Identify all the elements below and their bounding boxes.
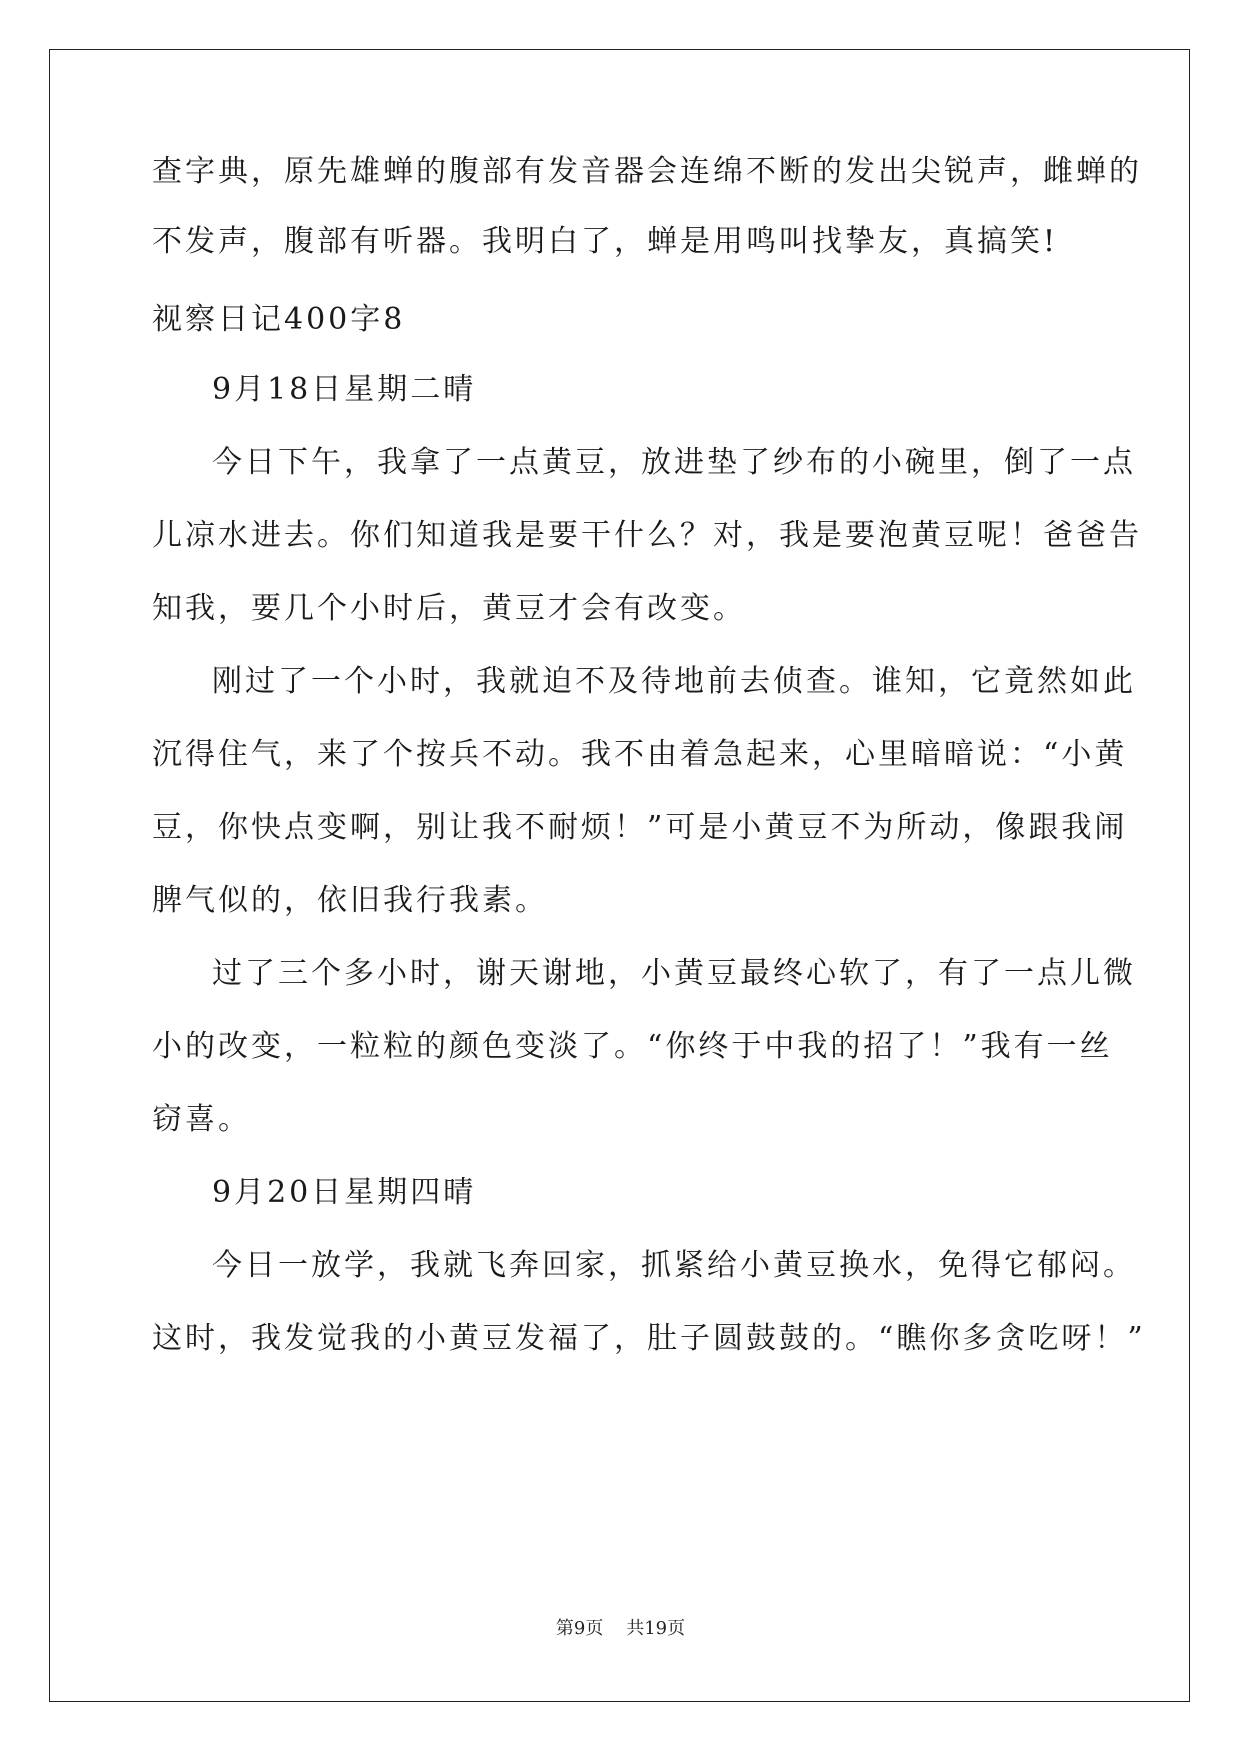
text-line: 窃喜。 [152, 1102, 251, 1137]
text-line: 豆，你快点变啊，别让我不耐烦！”可是小黄豆不为所动，像跟我闹 [152, 810, 1128, 845]
text-line: 沉得住气，来了个按兵不动。我不由着急起来，心里暗暗说：“小黄 [152, 737, 1128, 772]
text-line: 今日下午，我拿了一点黄豆，放进垫了纱布的小碗里，倒了一点 [212, 445, 1136, 480]
text-line: 小的改变，一粒粒的颜色变淡了。“你终于中我的招了！”我有一丝 [152, 1029, 1113, 1064]
page-footer [0, 1614, 1241, 1640]
text-line: 知我，要几个小时后，黄豆才会有改变。 [152, 591, 746, 626]
page-border [49, 49, 1190, 1702]
page-number: 第9页 [555, 1618, 604, 1639]
text-line: 儿凉水进去。你们知道我是要干什么？对，我是要泡黄豆呢！爸爸告 [152, 518, 1142, 553]
text-line: 今日一放学，我就飞奔回家，抓紧给小黄豆换水，免得它郁闷。 [212, 1248, 1136, 1283]
text-line: 不发声，腹部有听器。我明白了，蝉是用鸣叫找挚友，真搞笑! [152, 224, 1059, 259]
text-line: 脾气似的，依旧我行我素。 [152, 883, 548, 918]
date-line: 9月18日星期二晴 [212, 372, 477, 407]
text-line: 查字典，原先雄蝉的腹部有发音器会连绵不断的发出尖锐声，雌蝉的 [152, 154, 1142, 189]
section-heading: 视察日记400字8 [152, 302, 406, 337]
text-line: 这时，我发觉我的小黄豆发福了，肚子圆鼓鼓的。“瞧你多贪吃呀！” [152, 1321, 1146, 1356]
text-line: 刚过了一个小时，我就迫不及待地前去侦查。谁知，它竟然如此 [212, 664, 1136, 699]
date-line: 9月20日星期四晴 [212, 1175, 477, 1210]
text-line: 过了三个多小时，谢天谢地，小黄豆最终心软了，有了一点儿微 [212, 956, 1136, 991]
total-pages: 共19页 [626, 1618, 686, 1639]
